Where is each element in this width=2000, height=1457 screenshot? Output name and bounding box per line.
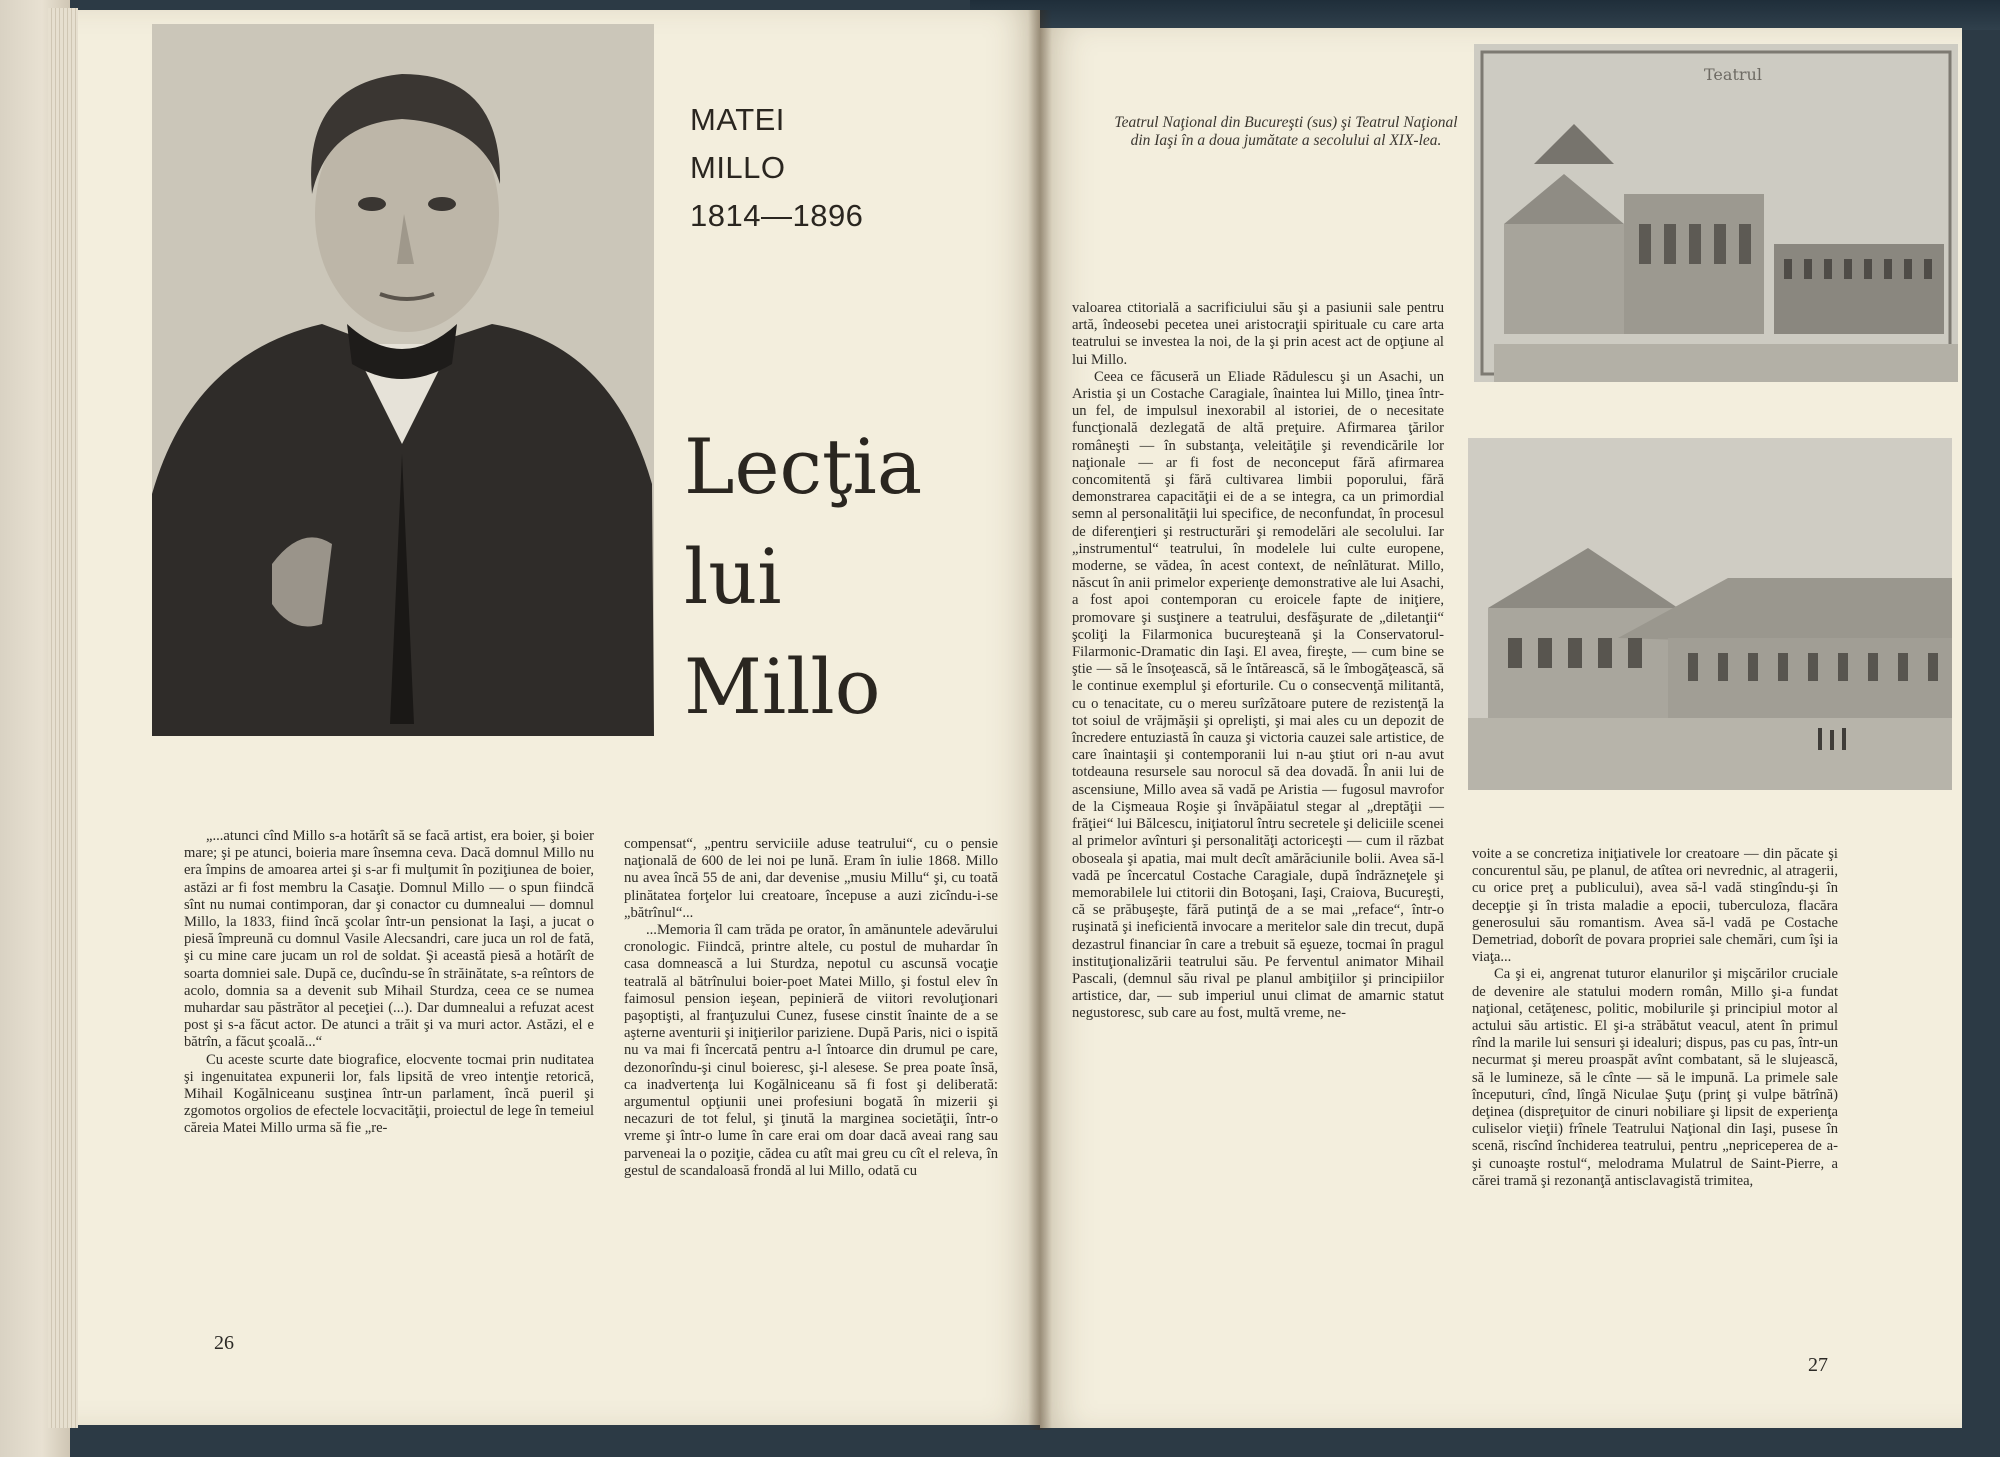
- paragraph: valoarea ctitorială a sacrificiului său şi a pasiunii sale pentru artă, îndeosebi pecetea unei aristocraţii spirituale cu care arta teatrului se investea la noi, de la şi prin acest act de opţiune al lui Millo.: [1072, 300, 1444, 368]
- author-first-name: MATEI: [690, 102, 785, 137]
- page-number-right: 27: [1808, 1354, 1828, 1376]
- title-line-1: Lecţia: [684, 422, 923, 511]
- engraving-bucharest-theatre: [1474, 44, 1958, 382]
- author-heading: [690, 96, 910, 240]
- article-title: [684, 412, 1014, 742]
- author-years: 1814—1896: [690, 198, 864, 233]
- paragraph: compensat“, „pentru serviciile aduse teatrului“, cu o pensie naţională de 600 de lei noi pe lună. Eram în iulie 1868. Millo nu avea încă 55 de ani, dar devenise „musiu Millu“ şi, cu toată plinătatea forţelor lui creatoare, începuse a auzi zicîndu-i-se „bătrînul“...: [624, 836, 998, 921]
- paragraph: Ca şi ei, angrenat tuturor elanurilor şi mişcărilor cruciale de devenire ale statului modern român, Millo şi-a fundat naţional, cetăţenesc, politic, mobilurile şi principiul motor al actului său artistic. El şi-a străbătut veacul, atent în primul rînd la marile lui sensuri şi idealuri; dispus, pas cu pas, într-un necurmat şi mereu proaspăt avînt combatant, să le slujească, să le lumineze, să le cînte — să le impună. La primele sale începuturi, cînd, lîngă Niculae Şuţu (prinţ şi vulpe bătrînă) deţinea (dispreţuitor de cinuri nobiliare şi lipsit de experienţa culiselor vieţii) frînele Teatrului Naţional din Iaşi, pusese în scenă, riscînd închiderea teatrului, pentru „nepriceperea de a-şi cunoaşte rostul“, melodrama Mulatrul de Saint-Pierre, a cărei tramă şi rezonanţă antisclavagistă trimitea,: [1472, 966, 1838, 1189]
- author-last-name: MILLO: [690, 150, 786, 185]
- image-caption: Teatrul Naţional din Bucureşti (sus) şi Teatrul Naţional din Iaşi în a doua jumătate a secolului al XIX-lea.: [1114, 114, 1458, 149]
- paragraph: Ceea ce făcuseră un Eliade Rădulescu şi un Asachi, un Aristia şi un Costache Caragiale, înaintea lui Millo, ţinea într-un fel, de impulsul inexorabil al istoriei, de o necesitate funcţională dezlegată de altă preţuire. Afirmarea ţărilor româneşti — în substanţa, veleităţile şi revendicările lor naţionale — ar fi fost de neconceput fără afirmarea concomitentă şi fără cultivarea limbii poporului, fără demonstrarea capacităţii ei de a se integra, ca un primordial semn al personalităţii lui specifice, de neconfundat, în procesul de diferenţieri şi restructurări şi remodelări ale secolului. Iar „instrumentul“ teatrului, în modelele lui culte europene, moderne, se vădea, în acest context, de neînlăturat. Millo, născut în anii primelor experienţe demonstrative ale lui Asachi, a fost apoi contemporan cu eroicele fapte de iniţiere, promovare şi susţinere a teatrului, desfăşurate de „diletanţii“ şcoliţi la Filarmonica bucureşteană şi la Conservatorul-Filarmonic-Dramatic din Iaşi. El avea, fireşte, — cum bine se ştie — să le însoţească, să le întărească, să le îmbogăţească, să le continue exemplul şi eforturile. Cu o consecvenţă militantă, cu o tenacitate, cu o mereu surîzătoare putere de rezistenţă la tot soiul de vrăjmăşii şi oprelişti, şi mai ales cu un depozit de încredere entuziastă în cauza şi victoria cauzei sale artistice, de care înaintaşii şi contemporanii lui n-au ştiut ori n-au avut totdeauna resursele sau norocul să dea dovadă. În anii lui de ascensiune, Millo avea să vadă pe Aristia — fugosul mavrofor de la Cişmeaua Roşie şi învăpăiatul stegar al „dreptăţii — frăţiei“ lui Bălcescu, iniţiatorul întru secretele şi deliciile scenei al primelor avînturi şi personalităţi actoriceşti — cum il răzbat oboseala şi apatia, mai mult decît amărăciunile bolii. Avea să-l vadă pe încercatul Costache Caragiale, după îndrăzneţele şi memorabilele lui ctitorii din Botoşani, Iaşi, Craiova, Bucureşti, că se prăbuşeşte, fără putinţă de a se mai „reface“, într-o ruşinată şi ineficientă invocare a meritelor sale din trecut, după dezastrul financiar în care a trebuit să eşueze, tocmai în pragul instituţionalizării teatrului său. Pe ferventul animator Mihail Pascali, (demnul său rival pe planul ambiţiilor şi principiilor artistice, dar, — sub imperiul unui climat de amarnic statut negustoresc, sub care au fost, multă vreme, ne-: [1072, 368, 1444, 1022]
- paragraph: Cu aceste scurte date biografice, elocvente tocmai prin nuditatea şi ingenuitatea expunerii lor, fals lipsită de vreo intenţie retorică, Mihail Kogălniceanu susţinea într-un parlament, încă pueril şi zgomotos orgolios de efectele locvacităţii, proiectul de lege în temeiul căreia Matei Millo urma să fie „re-: [184, 1051, 594, 1137]
- text-column-1: [184, 828, 594, 1138]
- portrait-matei-millo: [152, 24, 654, 736]
- book-gutter: [1028, 10, 1052, 1430]
- engraving-iasi-theatre: [1468, 438, 1952, 790]
- text-column-4: [1472, 846, 1838, 1190]
- text-column-2: [624, 836, 998, 1180]
- paragraph: voite a se concretiza iniţiativele lor creatoare — din păcate şi concurentul său, pe planul, de atîtea ori nevrednic, al atragerii, cu orice preţ a publicului), avea să-l vadă stingîndu-şi în decepţie şi în trista maladie a epocii, tuberculoza, flacăra generosului său romantism. Avea să-l vadă pe Costache Demetriad, doborît de povara propriei sale chemări, cum îşi ia viaţa...: [1472, 846, 1838, 966]
- engraving-label: Teatrul: [1704, 65, 1762, 84]
- text-column-3: [1072, 300, 1444, 1023]
- page-number-left: 26: [214, 1332, 234, 1354]
- paragraph: ...Memoria îl cam trăda pe orator, în amănuntele adevărului cronologic. Fiindcă, printre altele, cu postul de muhardar în casa domnească a lui Sturdza, nepotul cu ascunsă vocaţie teatrală al bătrînului boier-poet Matei Millo, şi fostul elev în faimosul pension ieşean, pepinieră de viitori revoluţionari paşoptişti, al franţuzului Cunez, fusese cinstit înainte de a se aşterne aventurii şi iniţierilor pariziene. După Paris, nici o ispită nu va mai fi încercată pentru a-l întoarce din drumul pe care, dezonorîndu-şi cinul boieresc, şi-l alesese. Se prea poate însă, ca inadvertenţa lui Kogălniceanu să fi fost şi deliberată: argumentul opţiunii unei profesiuni bogată în mizerii şi necazuri de tot felul, şi ţinută la marginea societăţii, într-o vreme şi într-o lume în care erai om doar dacă aveai rang sau parveneai la o poziţie, cădea cu atît mai greu cu cît el releva, în gestul de scandaloasă frondă al lui Millo, odată cu: [624, 922, 998, 1179]
- page-stack: [48, 8, 78, 1428]
- paragraph: „...atunci cînd Millo s-a hotărît să se facă artist, era boier, şi boier mare; şi pe atunci, boieria mare însemna ceva. Dacă domnul Millo nu era împins de amoarea artei şi s-ar fi mulţumit în poziţiunea de boier, astăzi ar fi fost membru la Casaţie. Domnul Millo — o spun fiindcă sînt nu numai contimporan, dar şi conactor cu dumnealui — domnul Millo, la 1833, fiind încă şcolar într-un pensionat la Iaşi, a jucat o piesă împreună cu domnul Vasile Alecsandri, care juca un rol de fată, şi cu mine care jucam un rol de soldat. Şi această piesă a hotărît de soarta domniei sale. După ce, ducîndu-se în străinătate, s-a reîntors de acolo, domnia sa a devenit sub Mihail Sturdza, ceea ce se numea muhardar sau păstrător al peceţiei (...). Dar dumnealui a refuzat acest post şi s-a făcut actor. De atunci a trăit şi va muri actor. Astăzi, el e bătrîn, a făcut şcoală...“: [184, 828, 594, 1051]
- book-cover: [970, 0, 2000, 30]
- title-line-2: lui: [684, 532, 782, 621]
- title-line-3: Millo: [684, 642, 881, 731]
